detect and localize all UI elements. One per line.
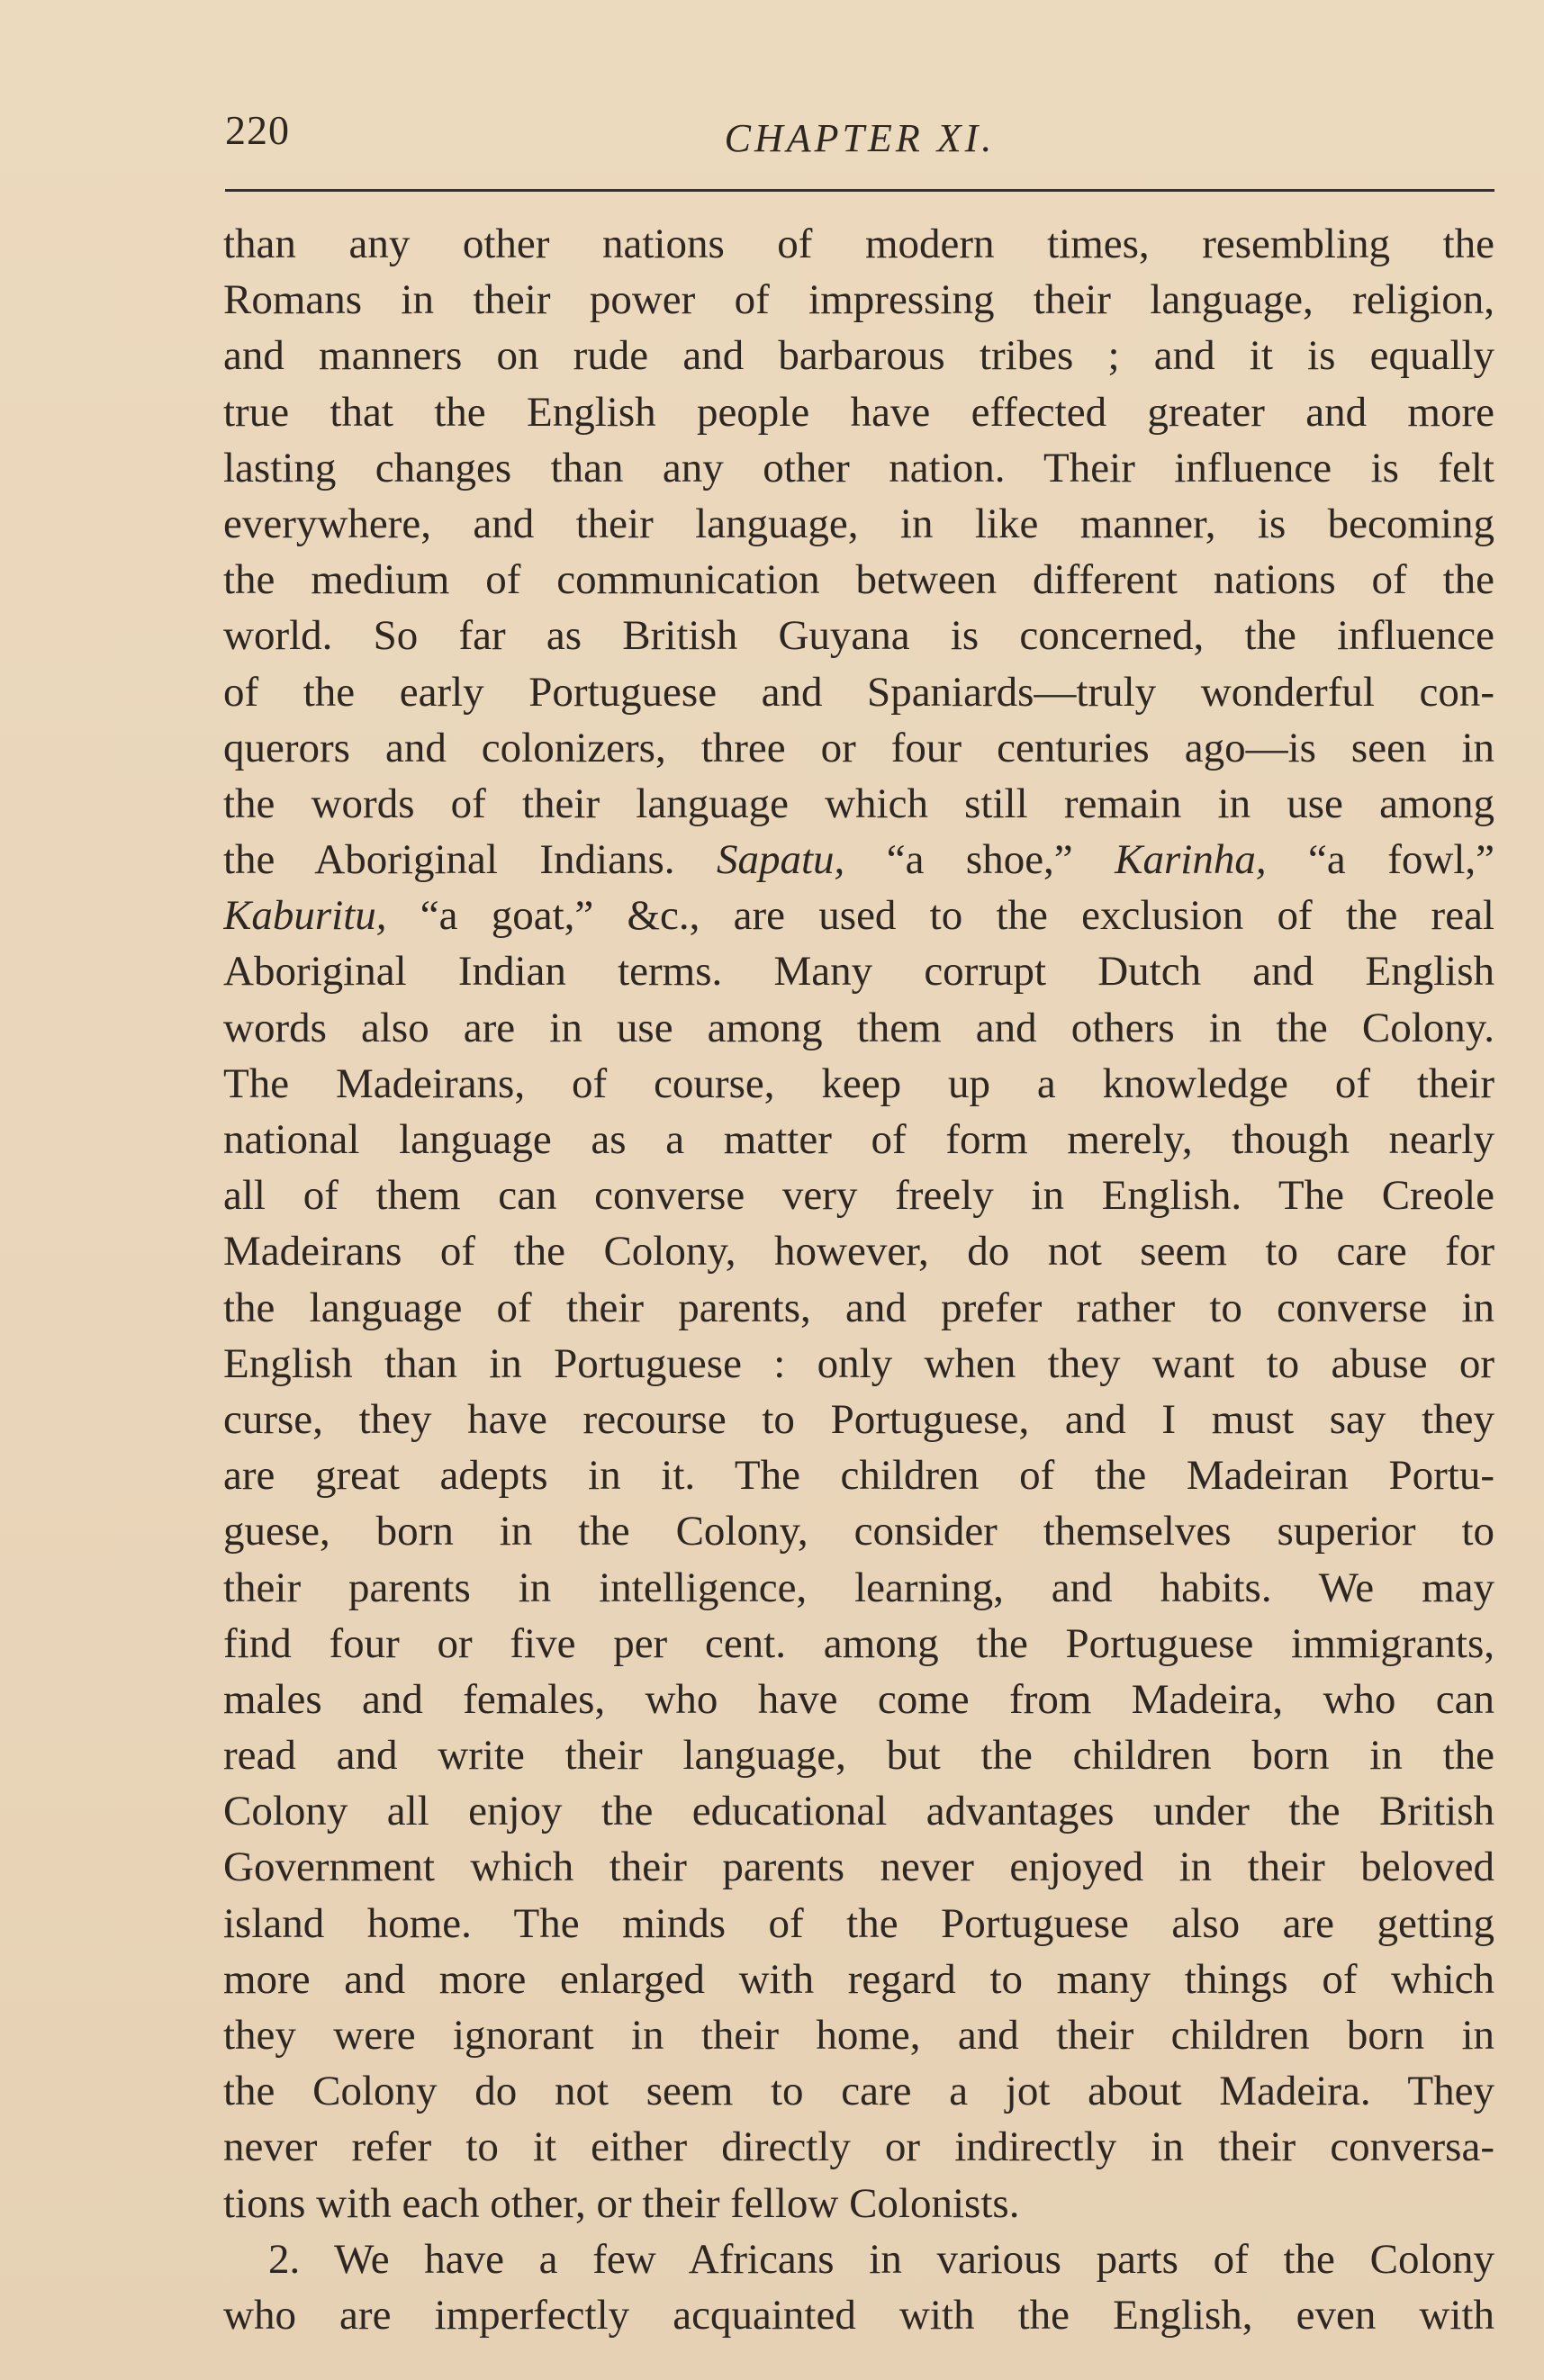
text-line: the words of their language which still remain in use among: [223, 780, 1494, 827]
text-line: their parents in intelligence, learning, and habits. We may: [223, 1564, 1494, 1611]
text-line: and manners on rude and barbarous tribes ; and it is equally: [223, 332, 1494, 380]
text-line: the Colony do not seem to care a jot about Madeira. They: [223, 2068, 1494, 2115]
text-line: guese, born in the Colony, consider themselves superior to: [223, 1508, 1494, 1555]
paragraph-start-line: 2. We have a few Africans in various parts of the Colony: [268, 2235, 1494, 2283]
text-line: find four or five per cent. among the Portuguese immigrants,: [223, 1619, 1494, 1667]
text-line: Colony all enjoy the educational advantages under the British: [223, 1788, 1494, 1835]
paragraph-end-line: tions with each other, or their fellow Colonists.: [223, 2179, 1020, 2227]
page-number: 220: [225, 107, 290, 153]
text-line: island home. The minds of the Portuguese also are getting: [223, 1899, 1494, 1947]
text-line: world. So far as British Guyana is concerned, the influence: [223, 612, 1494, 660]
text-line: the language of their parents, and prefer rather to converse in: [223, 1284, 1494, 1331]
text-line: The Madeirans, of course, keep up a knowledge of their: [223, 1059, 1494, 1107]
italic-term: Sapatu,: [716, 836, 845, 884]
italic-term: Karinha,: [1115, 836, 1267, 884]
text-line: the medium of communication between different nations of the: [223, 556, 1494, 604]
text-line: of the early Portuguese and Spaniards—truly wonderful con-: [223, 668, 1494, 716]
text-line: [223, 832, 1494, 888]
text-line: national language as a matter of form merely, though nearly: [223, 1116, 1494, 1163]
text-line: all of them can converse very freely in English. The Creole: [223, 1172, 1494, 1220]
text-line: words also are in use among them and others in the Colony.: [223, 1004, 1494, 1051]
body-text: [223, 216, 1494, 2343]
text-line: who are imperfectly acquainted with the English, even with: [223, 2291, 1494, 2339]
text-line: [223, 888, 1494, 943]
text-line: they were ignorant in their home, and their children born in: [223, 2012, 1494, 2059]
page-header: [225, 106, 1494, 169]
text-line: Romans in their power of impressing their language, religion,: [223, 276, 1494, 324]
text-line: English than in Portuguese : only when they want to abuse or: [223, 1339, 1494, 1387]
text-line: never refer to it either directly or indirectly in their conversa-: [223, 2123, 1494, 2171]
text-line: are great adepts in it. The children of the Madeiran Portu-: [223, 1452, 1494, 1500]
text-line: Madeirans of the Colony, however, do not seem to care for: [223, 1228, 1494, 1276]
text-line: querors and colonizers, three or four centuries ago—is seen in: [223, 724, 1494, 771]
text-line: Aboriginal Indian terms. Many corrupt Dutch and English: [223, 948, 1494, 996]
text-run: the Aboriginal Indians.: [223, 836, 717, 884]
text-line: read and write their language, but the children born in the: [223, 1732, 1494, 1780]
text-run: “a shoe,”: [844, 836, 1115, 884]
text-line: lasting changes than any other nation. Their influence is felt: [223, 444, 1494, 491]
text-line: everywhere, and their language, in like manner, is becoming: [223, 500, 1494, 547]
italic-term: Kaburitu,: [223, 892, 387, 940]
text-line: Government which their parents never enjoyed in their beloved: [223, 1844, 1494, 1891]
running-head: CHAPTER XI.: [724, 116, 996, 160]
header-rule: [225, 189, 1494, 192]
text-line: curse, they have recourse to Portuguese, and I must say they: [223, 1395, 1494, 1443]
text-line: more and more enlarged with regard to many things of which: [223, 1955, 1494, 2003]
text-line: males and females, who have come from Madeira, who can: [223, 1675, 1494, 1723]
text-line: true that the English people have effected greater and more: [223, 388, 1494, 436]
text-line: than any other nations of modern times, resembling the: [223, 221, 1494, 267]
text-run: “a goat,” &c., are used to the exclusion of the real: [386, 892, 1494, 940]
text-run: “a fowl,”: [1266, 836, 1494, 884]
